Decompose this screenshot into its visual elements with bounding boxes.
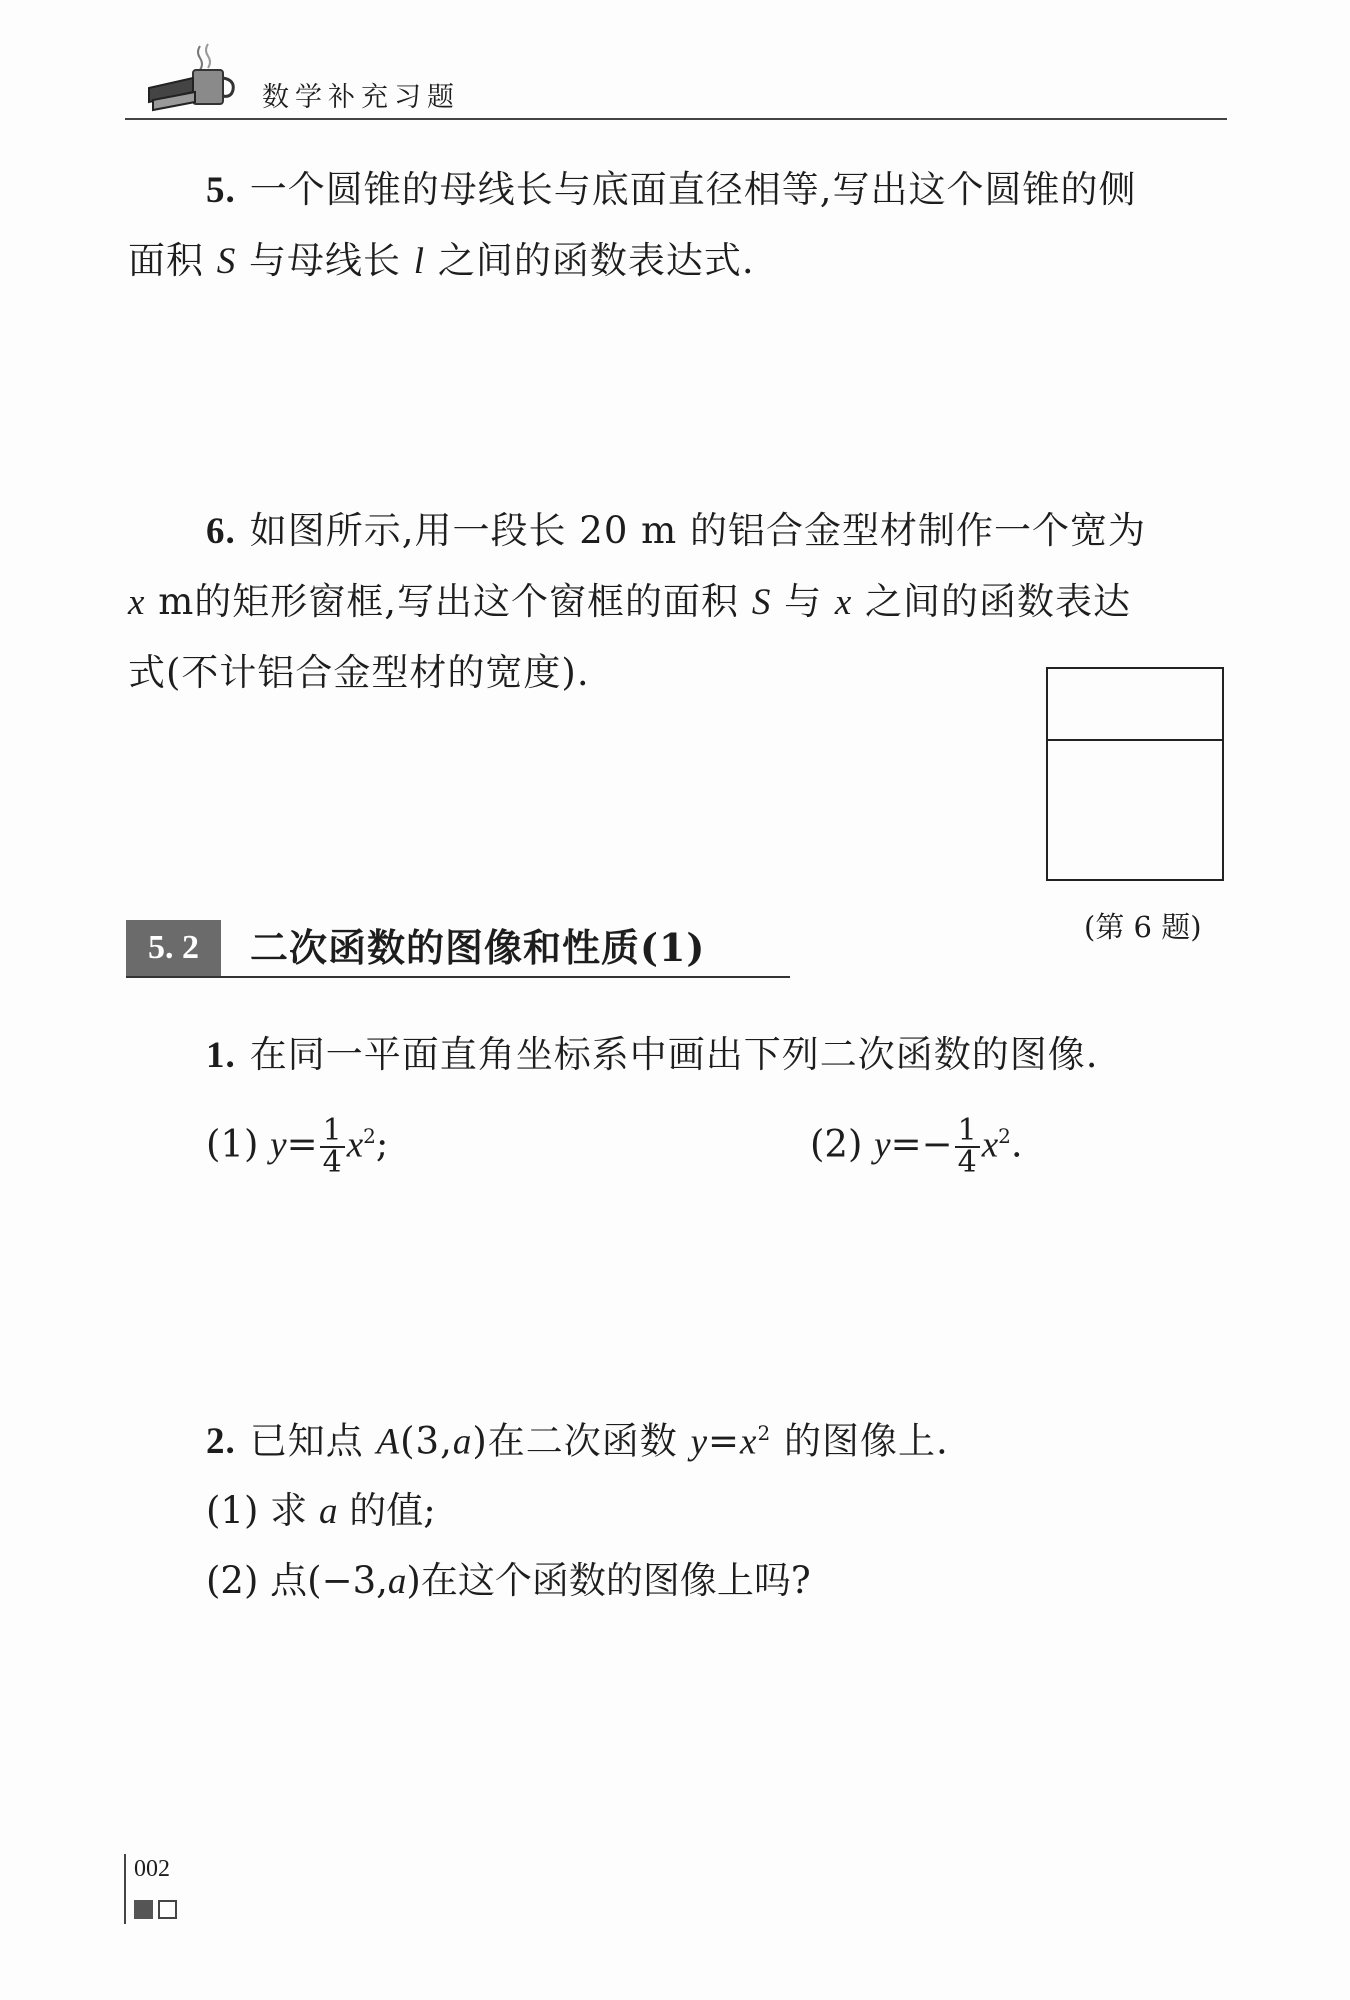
problem-text: 面积 — [128, 239, 217, 282]
book-title: 数学补充习题 — [262, 82, 460, 113]
q1-part-2 — [810, 1108, 1023, 1178]
math-var: y — [690, 1421, 709, 1463]
part-text: )在这个函数的图像上吗? — [406, 1559, 811, 1602]
problem-text: m的矩形窗框,写出这个窗框的面积 — [145, 580, 752, 623]
punct: ; — [375, 1122, 389, 1166]
numerator: 1 — [955, 1116, 980, 1148]
section-number: 5. 2 — [126, 920, 221, 976]
question-2 — [128, 1398, 1228, 1477]
question-text: 的图像上. — [771, 1419, 949, 1463]
part-label: (1) — [206, 1122, 271, 1166]
question-text: )在二次函数 — [472, 1419, 691, 1463]
window-frame-figure — [1046, 667, 1224, 881]
math-var: S — [216, 241, 237, 282]
q2-part-1 — [206, 1476, 436, 1547]
problem-text: 一个圆锥的母线长与底面直径相等,写出这个圆锥的侧 — [249, 168, 1137, 211]
page-number: 002 — [134, 1856, 170, 1882]
part-text: 的值; — [337, 1489, 436, 1532]
problem-text: 与 — [771, 580, 835, 623]
part-text: (1) 求 — [206, 1489, 319, 1532]
math-var: A — [376, 1421, 401, 1463]
problem-number: 6. — [206, 511, 236, 552]
part-label: (2) — [810, 1122, 875, 1166]
question-number: 2. — [206, 1421, 236, 1463]
problem-text: 之间的函数表达 — [852, 580, 1132, 623]
header-divider — [125, 118, 1227, 120]
question-text: 已知点 — [249, 1419, 377, 1463]
question-number: 1. — [206, 1035, 236, 1076]
problem-text: 式(不计铝合金型材的宽度). — [128, 651, 590, 694]
math-var: l — [413, 241, 426, 282]
math-var: a — [452, 1421, 473, 1463]
exponent: 2 — [363, 1124, 376, 1148]
math-var: x — [128, 582, 146, 623]
page-number-rule — [124, 1854, 126, 1924]
filled-square-icon — [134, 1900, 153, 1919]
section-underline — [126, 976, 790, 978]
denominator: 4 — [322, 1144, 342, 1180]
problem-number: 5. — [206, 170, 236, 211]
problem-text: 与母线长 — [236, 239, 414, 282]
exponent: 2 — [757, 1421, 772, 1445]
empty-square-icon — [158, 1900, 177, 1919]
figure-caption: (第 6 题) — [1084, 910, 1202, 944]
numerator: 1 — [320, 1116, 345, 1148]
question-text: 在同一平面直角坐标系中画出下列二次函数的图像. — [249, 1033, 1099, 1076]
fraction — [320, 1112, 345, 1180]
exponent: 2 — [998, 1124, 1011, 1148]
math-op: = — [708, 1419, 741, 1463]
books-and-cup-icon — [145, 40, 245, 112]
math-var: x — [346, 1124, 364, 1166]
math-var: x — [740, 1421, 758, 1463]
math-var: x — [834, 582, 853, 623]
problem-text: 如图所示,用一段长 20 m 的铝合金型材制作一个宽为 — [249, 509, 1146, 552]
window-crossbar — [1048, 739, 1222, 741]
math-var: y — [270, 1124, 287, 1166]
section-title: 二次函数的图像和性质(1) — [250, 925, 706, 970]
math-var: S — [751, 582, 772, 623]
math-var: a — [318, 1491, 338, 1532]
problem-5 — [128, 155, 1228, 297]
question-text: (3, — [400, 1419, 453, 1463]
math-var: x — [981, 1124, 999, 1166]
math-op: = — [286, 1122, 318, 1166]
fraction — [955, 1112, 980, 1180]
denominator: 4 — [957, 1144, 977, 1180]
math-var: a — [387, 1561, 407, 1602]
q2-part-2 — [206, 1546, 811, 1617]
math-var: y — [874, 1124, 891, 1166]
part-text: (2) 点(−3, — [206, 1559, 388, 1602]
punct: . — [1010, 1122, 1023, 1166]
problem-text: 之间的函数表达式. — [425, 239, 755, 282]
math-op: =− — [890, 1122, 953, 1166]
question-1 — [128, 1020, 1228, 1091]
q1-part-1 — [206, 1108, 388, 1178]
